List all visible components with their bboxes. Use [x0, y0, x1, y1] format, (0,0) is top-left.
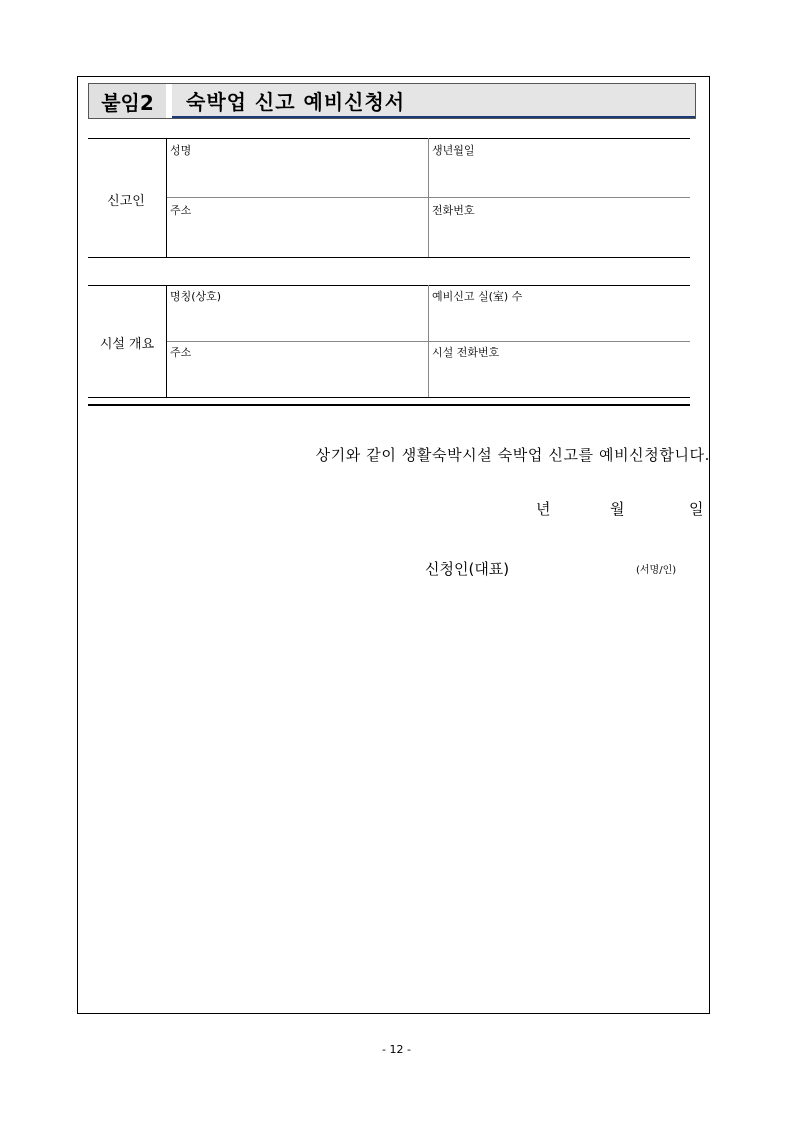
- applicant-section-label: 신고인: [107, 194, 145, 209]
- applicant-name-field[interactable]: 성명: [170, 144, 192, 157]
- date-year[interactable]: 년: [536, 500, 551, 518]
- facility-address-field[interactable]: 주소: [170, 346, 192, 359]
- facility-table-double-border: [88, 404, 690, 406]
- facility-rooms-field[interactable]: 예비신고 실(室) 수: [432, 290, 523, 303]
- facility-label-divider: [166, 285, 167, 397]
- date-month[interactable]: 월: [610, 500, 625, 518]
- date-day[interactable]: 일: [689, 500, 704, 518]
- applicant-phone-field[interactable]: 전화번호: [432, 204, 475, 217]
- applicant-table-bottom-border: [88, 257, 690, 258]
- facility-section-label: 시설 개요: [99, 337, 155, 352]
- facility-phone-field[interactable]: 시설 전화번호: [432, 346, 500, 359]
- title-bar: [88, 83, 696, 119]
- applicant-address-field[interactable]: 주소: [170, 204, 192, 217]
- form-title: 숙박업 신고 예비신청서: [172, 84, 695, 118]
- declaration-text: 상기와 같이 생활숙박시설 숙박업 신고를 예비신청합니다.: [315, 446, 710, 464]
- facility-name-field[interactable]: 명칭(상호): [170, 290, 222, 303]
- applicant-table-top-border: [88, 138, 690, 139]
- applicant-label: 신청인(대표): [425, 560, 510, 578]
- page-number: - 12 -: [382, 1043, 411, 1056]
- applicant-column-divider: [428, 138, 429, 257]
- applicant-birth-field[interactable]: 생년월일: [432, 144, 475, 157]
- signature-field[interactable]: (서명/인): [636, 565, 677, 576]
- facility-column-divider: [428, 285, 429, 397]
- facility-table-bottom-border: [88, 397, 690, 398]
- applicant-label-divider: [166, 138, 167, 257]
- attachment-tag: 붙임2: [89, 84, 172, 118]
- facility-table-top-border: [88, 285, 690, 286]
